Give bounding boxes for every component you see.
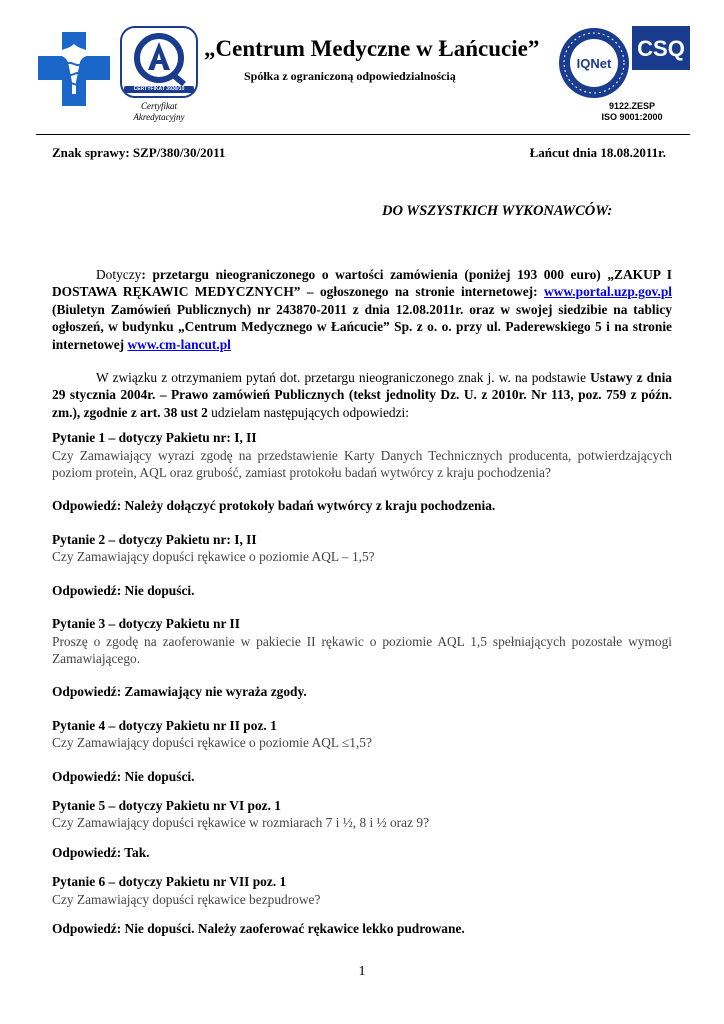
aq-caption-line2: Akredytacyjny xyxy=(133,112,185,122)
link-cm-lancut[interactable]: www.cm-lancut.pl xyxy=(127,336,231,352)
iqnet-logo xyxy=(557,26,631,100)
iso-caption xyxy=(592,101,672,123)
medical-cross-logo xyxy=(36,30,112,108)
intro-subject: : przetargu nieograniczonego o wartości zamówienia (poniżej 193 000 euro) „ZAKUP I DOSTAWA RĘKAWIC MEDYCZNYCH” – ogłoszonego na stronie internetowej: xyxy=(52,267,672,300)
question-heading: Pytanie 3 – dotyczy Pakietu nr II xyxy=(52,616,240,632)
basis-intro: W związku z otrzymaniem pytań dot. przetargu nieograniczonego znak j. w. na podstawie xyxy=(96,370,591,386)
case-number: Znak sprawy: SZP/380/30/2011 xyxy=(52,145,226,160)
aq-certificate-number: CERTYFIKAT 3930/10 xyxy=(124,86,194,93)
question-text: Czy Zamawiający dopuści rękawice w rozmiarach 7 i ½, 8 i ½ oraz 9? xyxy=(52,815,430,831)
iso-caption-line2: ISO 9001:2000 xyxy=(601,112,663,122)
question-heading: Pytanie 4 – dotyczy Pakietu nr II poz. 1 xyxy=(52,717,277,733)
question-text: Czy Zamawiający dopuści rękawice o poziomie AQL – 1,5? xyxy=(52,549,375,565)
document-body xyxy=(52,266,672,937)
aq-caption xyxy=(118,101,200,123)
question-heading: Pytanie 5 – dotyczy Pakietu nr VI poz. 1 xyxy=(52,797,282,813)
place-date: Łańcut dnia 18.08.2011r. xyxy=(529,145,666,160)
answer-text: Odpowiedź: Nie dopuści. Należy zaoferować rękawice lekko pudrowane. xyxy=(52,920,465,936)
link-portal-uzp[interactable]: www.portal.uzp.gov.pl xyxy=(544,284,672,300)
answer-text: Odpowiedź: Nie dopuści. xyxy=(52,768,195,784)
company-title: „Centrum Medyczne w Łańcucie” xyxy=(204,36,540,61)
question-text: Czy Zamawiający wyrazi zgodę na przedstawienie Karty Danych Technicznych producenta, potwierdzających poziom protein, AQL oraz grubość, zamiast protokołu badań wytwórcy z kraju pochodzenia? xyxy=(52,447,672,481)
header-divider xyxy=(36,134,690,135)
answer-text: Odpowiedź: Nie dopuści. xyxy=(52,582,195,598)
page-number: 1 xyxy=(358,964,366,979)
answer-text: Odpowiedź: Tak. xyxy=(52,844,150,860)
aq-caption-line1: Certyfikat xyxy=(141,101,177,111)
basis-law: Ustawy z dnia 29 stycznia 2004r. – Prawo zamówień Publicznych (tekst jednolity Dz. U. z 2010r. Nr 113, poz. 759 z późn. zm.), zgodnie z art. 38 ust 2 xyxy=(52,370,672,420)
question-text: Proszę o zgodę na zaoferowanie w pakiecie II rękawic o poziomie AQL 1,5 spełniających pozostałe wymogi Zamawiającego. xyxy=(52,633,672,666)
iso-caption-line1: 9122.ZESP xyxy=(608,101,656,111)
question-text: Czy Zamawiający dopuści rękawice bezpudrowe? xyxy=(52,891,321,907)
intro-dotyczy: Dotyczy xyxy=(96,267,142,282)
iqnet-label: IQNet xyxy=(576,56,612,71)
question-heading: Pytanie 2 – dotyczy Pakietu nr: I, II xyxy=(52,531,257,547)
intro-paragraph xyxy=(52,266,672,353)
question-heading: Pytanie 1 – dotyczy Pakietu nr: I, II xyxy=(52,430,257,446)
answer-text: Odpowiedź: Należy dołączyć protokoły badań wytwórcy z kraju pochodzenia. xyxy=(52,498,496,514)
basis-paragraph xyxy=(52,369,672,421)
csq-logo xyxy=(632,26,690,70)
intro-details: (Biuletyn Zamówień Publicznych) nr 243870-2011 z dnia 12.08.2011r. oraz w swojej siedzibie na tablicy ogłoszeń, w budynku „Centrum Medycznego w Łańcucie” Sp. z o. o. przy ul. Paderewskiego 5 i na stronie internetowej xyxy=(52,301,672,352)
addressee-heading: DO WSZYSTKICH WYKONAWCÓW: xyxy=(382,203,613,219)
company-subtitle: Spółka z ograniczoną odpowiedzialnością xyxy=(244,69,456,83)
question-text: Czy Zamawiający dopuści rękawice o poziomie AQL ≤1,5? xyxy=(52,735,372,751)
csq-label: CSQ xyxy=(637,36,685,61)
answer-text: Odpowiedź: Zamawiający nie wyraża zgody. xyxy=(52,684,307,700)
question-heading: Pytanie 6 – dotyczy Pakietu nr VII poz. 1 xyxy=(52,874,287,890)
basis-end: udzielam następujących odpowiedzi: xyxy=(207,404,409,420)
